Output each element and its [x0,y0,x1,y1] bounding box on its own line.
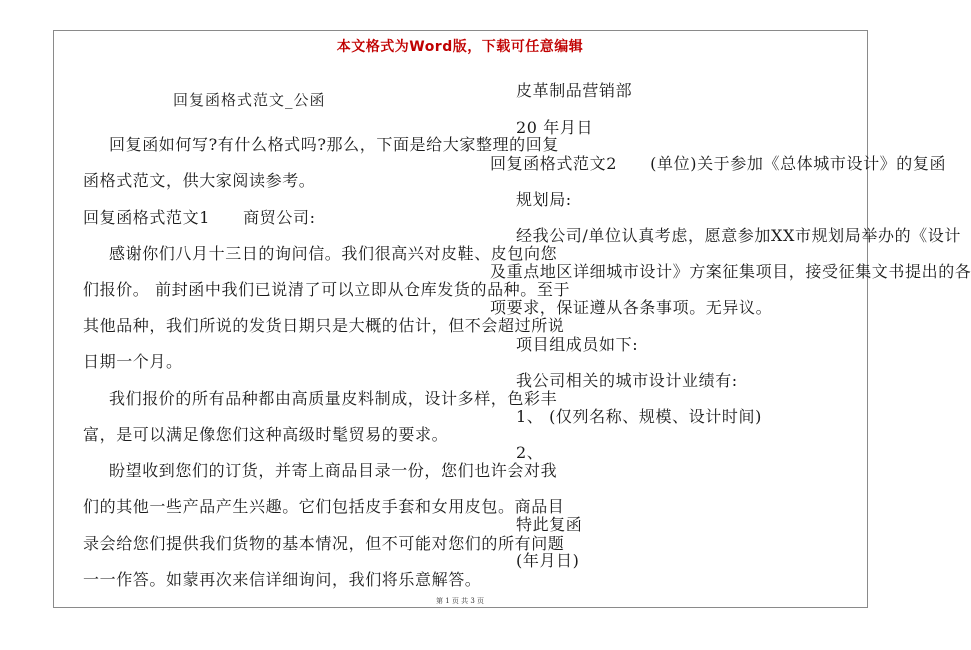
paragraph-line: 经我公司/单位认真考虑，愿意参加XX市规划局举办的《设计 [516,226,961,245]
closing-date: (年月日) [516,551,580,570]
section-heading: 回复函格式范文2 (单位)关于参加《总体城市设计》的复函 [490,154,947,173]
document-title: 回复函格式范文_公函 [173,91,326,109]
format-banner: 本文格式为Word版，下载可任意编辑 [336,39,584,55]
page-number: 第 1 页 共 3 页 [435,597,485,605]
paragraph-line: 富，是可以满足像您们这种高级时髦贸易的要求。 [83,425,449,444]
paragraph-line: 一一作答。如蒙再次来信详细询问，我们将乐意解答。 [83,570,482,589]
paragraph-line: 日期一个月。 [83,352,183,371]
paragraph-line: 项目组成员如下: [516,335,639,354]
paragraph-line: 我公司相关的城市设计业绩有: [516,371,738,390]
closing-line: 特此复函 [516,515,583,534]
paragraph-line: 们报价。 前封函中我们已说清了可以立即从仓库发货的品种。至于 [83,280,571,299]
paragraph-line: 感谢你们八月十三日的询问信。我们很高兴对皮鞋、皮包向您 [109,244,558,263]
paragraph-line: 其他品种，我们所说的发货日期只是大概的估计，但不会超过所说 [83,316,565,335]
section-heading: 回复函格式范文1 商贸公司: [83,208,316,227]
date-line: 20 年月日 [516,118,594,137]
paragraph-line: 函格式范文，供大家阅读参考。 [83,171,316,190]
recipient-line: 规划局: [516,190,572,209]
paragraph-line: 回复函如何写?有什么格式吗?那么，下面是给大家整理的回复 [109,135,559,154]
sender-department: 皮革制品营销部 [516,81,633,100]
paragraph-line: 项要求，保证遵从各条事项。无异议。 [490,298,773,317]
paragraph-line: 录会给您们提供我们货物的基本情况，但不可能对您们的所有问题 [83,534,565,553]
paragraph-line: 及重点地区详细城市设计》方案征集项目，接受征集文书提出的各 [490,262,971,281]
paragraph-line: 们的其他一些产品产生兴趣。它们包括皮手套和女用皮包。商品目 [83,497,565,516]
paragraph-line: 我们报价的所有品种都由高质量皮料制成，设计多样，色彩丰 [109,389,558,408]
list-item: 2、 [516,443,544,462]
paragraph-line: 盼望收到您们的订货，并寄上商品目录一份，您们也许会对我 [109,461,558,480]
list-item: 1、 (仅列名称、规模、设计时间) [516,407,762,426]
